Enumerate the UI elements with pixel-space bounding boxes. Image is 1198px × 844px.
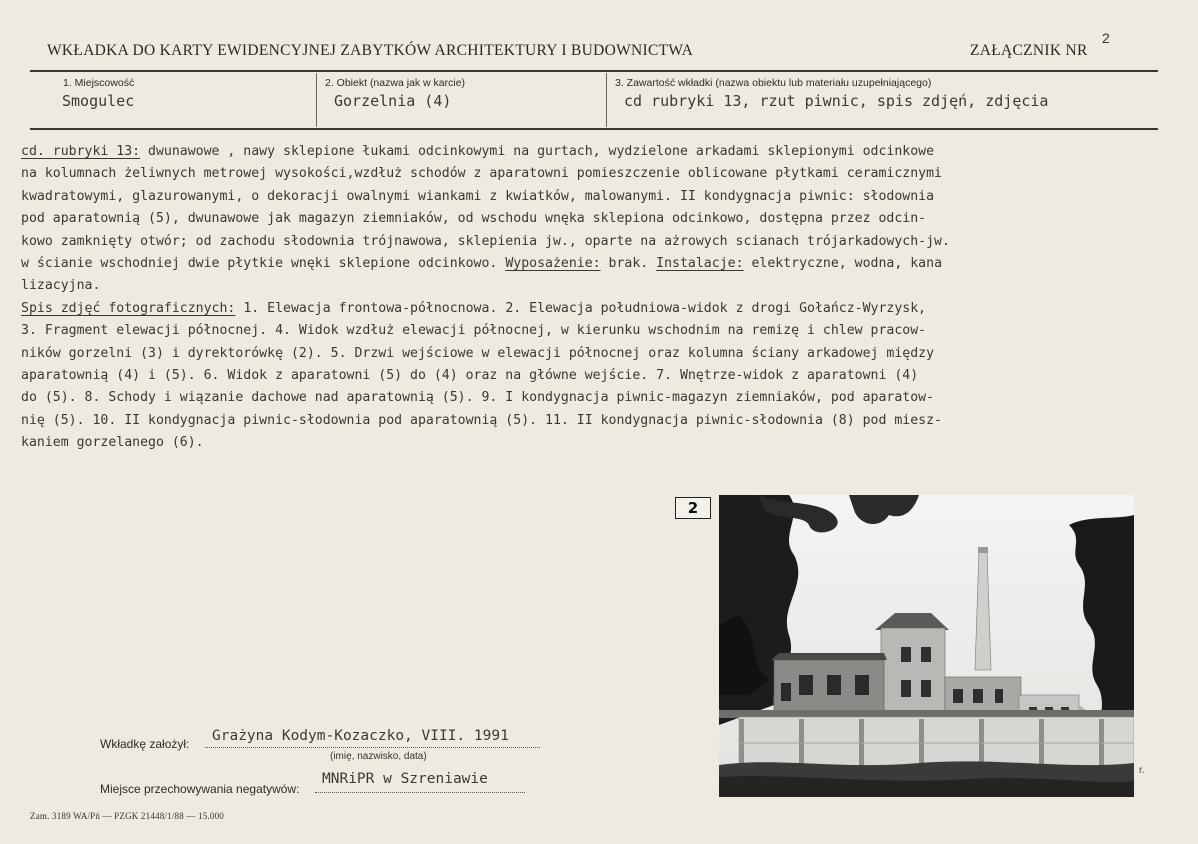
- founded-hint: (imię, nazwisko, data): [330, 751, 427, 762]
- text-line-content: dwunawowe , nawy sklepione łukami odcinkowymi na gurtach, wydzielone arkadami sklepionymi odcinkowe: [140, 144, 935, 159]
- field-label-locality: 1. Miejscowość: [63, 77, 135, 89]
- attachment-label: ZAŁĄCZNIK NR: [970, 42, 1088, 59]
- founded-label: Wkładkę założył:: [100, 737, 190, 751]
- photo-list-label: Spis zdjęć fotograficznych:: [21, 300, 236, 316]
- form-title: WKŁADKA DO KARTY EWIDENCYJNEJ ZABYTKÓW ARCHITEKTURY I BUDOWNICTWA: [47, 42, 694, 59]
- installations-label: Instalacje:: [656, 255, 744, 271]
- text-line: nię (5). 10. II kondygnacja piwnic-słodownia pod aparatownią (5). 11. II kondygnacja piwnic-słodownia (8) pod miesz-: [21, 412, 942, 428]
- text-line: [21, 253, 1193, 275]
- storage-value: MNRiPR w Szreniawie: [322, 771, 488, 787]
- equipment-label: Wyposażenie:: [505, 255, 601, 271]
- field-divider-2: [606, 73, 607, 127]
- text-line: na kolumnach żeliwnych metrowej wysokości,wzdłuż schodów z aparatowni pomieszczenie oblicowane płytkami ceramicznymi: [21, 166, 942, 182]
- text-line: 3. Fragment elewacji północnej. 4. Widok wzdłuż elewacji północnej, w kierunku wschodnim na remizę i chlew pracow-: [21, 323, 927, 339]
- text-line: kwadratowymi, glazurowanymi, o dekoracji owalnymi wiankami z kwiatków, malowanymi. II kondygnacja piwnic: słodownia: [21, 188, 935, 204]
- text-line: lizacyjna.: [21, 278, 101, 294]
- text-line: [21, 141, 1193, 163]
- header-top-rule: [30, 70, 1158, 72]
- field-value-object: Gorzelnia (4): [334, 92, 452, 110]
- field-value-contents: cd rubryki 13, rzut piwnic, spis zdjęń, zdjęcia: [624, 92, 1049, 110]
- attachment-number: 2: [1102, 30, 1110, 46]
- text-line: ników gorzelni (3) i dyrektorówkę (2). 5. Drzwi wejściowe w elewacji północnej oraz kolumna ściany arkadowej między: [21, 345, 935, 361]
- text-line: kaniem gorzelanego (6).: [21, 435, 204, 451]
- field-divider-1: [316, 73, 317, 127]
- storage-label: Miejsce przechowywania negatywów:: [100, 782, 300, 796]
- description-text: [21, 141, 1193, 454]
- text-line: [21, 298, 1193, 320]
- text-line-content: w ścianie wschodniej dwie płytkie wnęki sklepione odcinkowo.: [21, 255, 506, 271]
- equipment-value: brak.: [600, 255, 657, 271]
- header-bottom-rule: [30, 128, 1158, 130]
- storage-underline: [315, 792, 525, 793]
- print-code: Zam. 3189 WA/Pń — PZGK 21448/1/88 — 15.000: [30, 811, 224, 821]
- text-line: kowo zamknięty otwór; od zachodu słodownia trójnawowa, sklepienia jw., oparte na ażrowych scianach trójarkadowych-jw.: [21, 233, 950, 249]
- distillery-photograph: [719, 495, 1134, 797]
- founded-underline: [205, 747, 540, 748]
- text-line-content: 1. Elewacja frontowa-północnowa. 2. Elewacja południowa-widok z drogi Gołańcz-Wyrzysk,: [235, 300, 927, 316]
- field-label-object: 2. Obiekt (nazwa jak w karcie): [325, 77, 466, 89]
- text-line: aparatownią (4) i (5). 6. Widok z aparatowni (5) do (4) oraz na główne wejście. 7. Wnętrze-widok z aparatowni (4): [21, 367, 919, 383]
- photo-corner-mark: r.: [1139, 765, 1145, 776]
- field-label-contents: 3. Zawartość wkładki (nazwa obiektu lub materiału uzupełniającego): [615, 77, 932, 89]
- text-line: do (5). 8. Schody i wiązanie dachowe nad aparatownią (5). 9. I kondygnacja piwnic-magazyn ziemniaków, pod aparatow-: [21, 390, 935, 406]
- continuation-label: cd. rubryki 13:: [21, 144, 141, 159]
- photo-number-tag: 2: [675, 497, 711, 519]
- founded-value: Grażyna Kodym-Kozaczko, VIII. 1991: [212, 728, 509, 744]
- field-value-locality: Smogulec: [62, 92, 135, 110]
- text-line: pod aparatownią (5), dwunawowe jak magazyn ziemniaków, od wschodu wnęka sklepiona odcinkowo, dostępna przez odcin-: [21, 211, 927, 227]
- installations-value: elektryczne, wodna, kana: [743, 255, 943, 271]
